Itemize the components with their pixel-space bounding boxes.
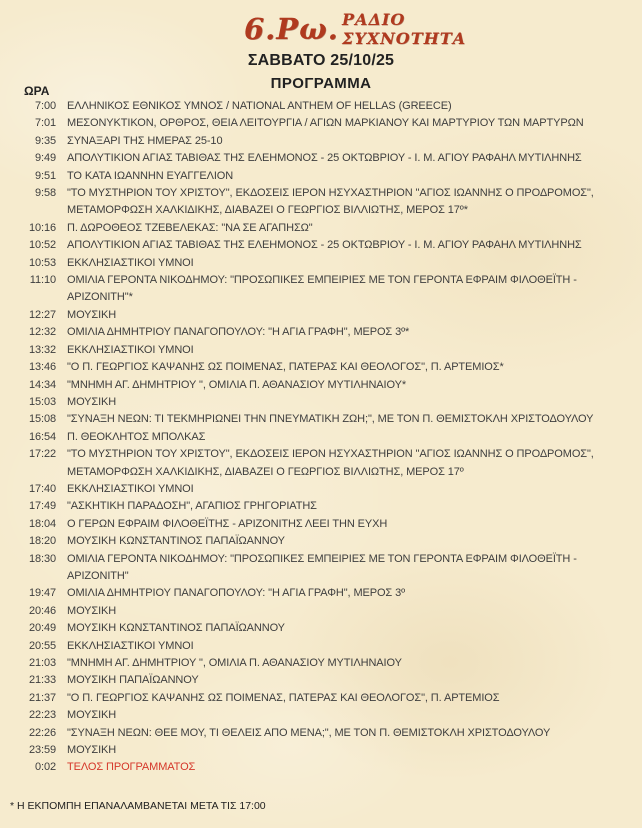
schedule-time: 18:04	[28, 517, 56, 530]
schedule-time: 11:10	[29, 274, 56, 287]
schedule-row	[10, 115, 636, 132]
schedule-entry-title: Π. ΔΩΡΟΘΕΟΣ ΤΖΕΒΕΛΕΚΑΣ: "ΝΑ ΣΕ ΑΓΑΠΗΣΩ"	[67, 221, 313, 234]
schedule-row	[10, 359, 636, 376]
schedule-entry-title: "ΣΥΝΑΞΗ ΝΕΩΝ: ΘΕΕ ΜΟΥ, ΤΙ ΘΕΛΕΙΣ ΑΠΟ ΜΕΝΑ;", ΜΕ ΤΟΝ Π. ΘΕΜΙΣΤΟΚΛΗ ΧΡΙΣΤΟΔΟΥΛΟΥ	[67, 726, 551, 739]
schedule-time: 12:32	[28, 326, 56, 339]
schedule-row	[10, 307, 636, 324]
schedule-entry-title: "ΜΝΗΜΗ ΑΓ. ΔΗΜΗΤΡΙΟΥ ", ΟΜΙΛΙΑ Π. ΑΘΑΝΑΣΙΟΥ ΜΥΤΙΛΗΝΑΙΟΥ	[67, 657, 402, 669]
schedule-time: 9:49	[34, 152, 56, 165]
schedule-time: 15:03	[28, 395, 56, 408]
schedule-row	[10, 498, 636, 515]
schedule-row	[10, 220, 636, 237]
schedule-entry-title: ΕΛΛΗΝΙΚΟΣ ΕΘΝΙΚΟΣ ΥΜΝΟΣ / NATIONAL ANTHEM OF HELLAS (GREECE)	[67, 100, 452, 112]
schedule-entry-title: "Ο Π. ΓΕΩΡΓΙΟΣ ΚΑΨΑΝΗΣ ΩΣ ΠΟΙΜΕΝΑΣ, ΠΑΤΕΡΑΣ ΚΑΙ ΘΕΟΛΟΓΟΣ", Π. ΑΡΤΕΜΙΟΣ	[67, 691, 500, 704]
schedule-time: 13:32	[28, 343, 56, 356]
schedule-entry-title: ΜΟΥΣΙΚΗ	[67, 744, 117, 757]
schedule-row	[10, 585, 636, 602]
schedule-row	[10, 429, 636, 446]
schedule-list	[10, 98, 636, 777]
schedule-time: 10:53	[28, 256, 56, 269]
schedule-row	[10, 742, 636, 759]
schedule-entry-title: ΑΠΟΛΥΤΙΚΙΟΝ ΑΓΙΑΣ ΤΑΒΙΘΑΣ ΤΗΣ ΕΛΕΗΜΟΝΟΣ - 25 ΟΚΤΩΒΡΙΟΥ - Ι. Μ. ΑΓΙΟΥ ΡΑΦΑΗΛ ΜΥΤΙΛΗΝΗΣ	[67, 152, 582, 165]
schedule-time: 15:08	[28, 413, 56, 426]
schedule-time: 14:34	[28, 378, 56, 391]
schedule-entry-title: "ΣΥΝΑΞΗ ΝΕΩΝ: ΤΙ ΤΕΚΜΗΡΙΩΝΕΙ ΤΗΝ ΠΝΕΥΜΑΤΙΚΗ ΖΩΗ;", ΜΕ ΤΟΝ Π. ΘΕΜΙΣΤΟΚΛΗ ΧΡΙΣΤΟΔΟΥΛΟΥ	[67, 413, 594, 426]
schedule-entry-title: Π. ΘΕΟΚΛΗΤΟΣ ΜΠΟΛΚΑΣ	[67, 430, 206, 443]
schedule-time: 9:35	[34, 134, 56, 147]
time-column-header: ΩΡΑ	[24, 84, 50, 98]
schedule-row	[10, 655, 636, 672]
schedule-row	[10, 272, 636, 307]
station-name	[342, 10, 466, 48]
schedule-time: 23:59	[28, 744, 56, 757]
schedule-entry-title: ΤΟ ΚΑΤΑ ΙΩΑΝΝΗΝ ΕΥΑΓΓΕΛΙΟΝ	[67, 169, 234, 182]
schedule-entry-title: ΜΟΥΣΙΚΗ	[67, 308, 117, 321]
schedule-time: 21:03	[28, 657, 56, 669]
schedule-entry-title: Ο ΓΕΡΩΝ ΕΦΡΑΙΜ ΦΙΛΟΘΕΪΤΗΣ - ΑΡΙΖΟΝΙΤΗΣ ΛΕΕΙ ΤΗΝ ΕΥΧΗ	[67, 517, 388, 530]
schedule-date: ΣΑΒΒΑΤΟ 25/10/25	[247, 52, 395, 69]
schedule-entry-title: ΜΟΥΣΙΚΗ ΠΑΠΑΪΩΑΝΝΟΥ	[67, 674, 199, 687]
schedule-time: 9:58	[34, 187, 56, 200]
schedule-row	[10, 620, 636, 637]
schedule-entry-title: ΟΜΙΛΙΑ ΓΕΡΟΝΤΑ ΝΙΚΟΔΗΜΟΥ: "ΠΡΟΣΩΠΙΚΕΣ ΕΜΠΕΙΡΙΕΣ ΜΕ ΤΟΝ ΓΕΡΟΝΤΑ ΕΦΡΑΙΜ ΦΙΛΟΘΕΪΤΗ - ΑΡΙΖΟΝΙΤΗ"	[67, 552, 577, 582]
schedule-row	[10, 533, 636, 550]
schedule-entry-title: "ΜΝΗΜΗ ΑΓ. ΔΗΜΗΤΡΙΟΥ ", ΟΜΙΛΙΑ Π. ΑΘΑΝΑΣΙΟΥ ΜΥΤΙΛΗΝΑΙΟΥ*	[67, 378, 406, 391]
schedule-entry-title: ΜΟΥΣΙΚΗ ΚΩΝΣΤΑΝΤΙΝΟΣ ΠΑΠΑΪΩΑΝΝΟΥ	[67, 535, 285, 548]
schedule-time: 10:16	[28, 221, 56, 234]
schedule-entry-title: ΕΚΚΛΗΣΙΑΣΤΙΚΟΙ ΥΜΝΟΙ	[67, 639, 194, 652]
schedule-time: 22:23	[28, 709, 56, 722]
schedule-time: 12:27	[28, 308, 56, 321]
schedule-entry-title: ΜΟΥΣΙΚΗ	[67, 709, 117, 722]
schedule-entry-title: ΟΜΙΛΙΑ ΔΗΜΗΤΡΙΟΥ ΠΑΝΑΓΟΠΟΥΛΟΥ: "Η ΑΓΙΑ ΓΡΑΦΗ", ΜΕΡΟΣ 3º*	[67, 326, 410, 339]
schedule-entry-title: "Ο Π. ΓΕΩΡΓΙΟΣ ΚΑΨΑΝΗΣ ΩΣ ΠΟΙΜΕΝΑΣ, ΠΑΤΕΡΑΣ ΚΑΙ ΘΕΟΛΟΓΟΣ", Π. ΑΡΤΕΜΙΟΣ*	[67, 361, 504, 374]
schedule-entry-title: ΜΟΥΣΙΚΗ	[67, 604, 117, 617]
schedule-time: 16:54	[28, 430, 56, 443]
schedule-row	[10, 759, 636, 776]
page-title: ΠΡΟΓΡΑΜΜΑ	[270, 75, 372, 92]
schedule-row	[10, 690, 636, 707]
schedule-entry-title: ΣΥΝΑΞΑΡΙ ΤΗΣ ΗΜΕΡΑΣ 25-10	[67, 134, 223, 147]
schedule-entry-title: ΟΜΙΛΙΑ ΓΕΡΟΝΤΑ ΝΙΚΟΔΗΜΟΥ: "ΠΡΟΣΩΠΙΚΕΣ ΕΜΠΕΙΡΙΕΣ ΜΕ ΤΟΝ ΓΕΡΟΝΤΑ ΕΦΡΑΙΜ ΦΙΛΟΘΕΪΤΗ - ΑΡΙΖΟΝΙΤΗ"*	[67, 274, 577, 304]
schedule-entry-title: ΜΟΥΣΙΚΗ	[67, 395, 117, 408]
schedule-row	[10, 324, 636, 341]
schedule-entry-title: ΟΜΙΛΙΑ ΔΗΜΗΤΡΙΟΥ ΠΑΝΑΓΟΠΟΥΛΟΥ: "Η ΑΓΙΑ ΓΡΑΦΗ", ΜΕΡΟΣ 3º	[67, 587, 406, 600]
station-name-line2: ΣΥΧΝΟΤΗΤΑ	[342, 29, 467, 48]
schedule-time: 7:00	[34, 100, 56, 112]
schedule-row	[10, 342, 636, 359]
schedule-row	[10, 185, 636, 220]
schedule-row	[10, 237, 636, 254]
schedule-entry-title: ΜΟΥΣΙΚΗ ΚΩΝΣΤΑΝΤΙΝΟΣ ΠΑΠΑΪΩΑΝΝΟΥ	[67, 622, 285, 635]
schedule-entry-title: ΕΚΚΛΗΣΙΑΣΤΙΚΟΙ ΥΜΝΟΙ	[67, 343, 194, 356]
station-logo: 6.Ρω.	[244, 12, 339, 46]
schedule-row	[10, 168, 636, 185]
schedule-row	[10, 603, 636, 620]
schedule-time: 22:26	[28, 726, 56, 739]
schedule-time: 9:51	[34, 169, 56, 182]
schedule-time: 13:46	[28, 361, 56, 374]
schedule-row	[10, 377, 636, 394]
schedule-time: 21:37	[28, 691, 56, 704]
schedule-row	[10, 133, 636, 150]
schedule-entry-title: ΑΠΟΛΥΤΙΚΙΟΝ ΑΓΙΑΣ ΤΑΒΙΘΑΣ ΤΗΣ ΕΛΕΗΜΟΝΟΣ - 25 ΟΚΤΩΒΡΙΟΥ - Ι. Μ. ΑΓΙΟΥ ΡΑΦΑΗΛ ΜΥΤΙΛΗΝΗΣ	[67, 239, 582, 252]
schedule-time: 20:55	[28, 639, 56, 652]
schedule-row	[10, 446, 636, 481]
schedule-row	[10, 150, 636, 167]
schedule-time: 20:49	[28, 622, 56, 635]
schedule-row	[10, 672, 636, 689]
schedule-row	[10, 516, 636, 533]
schedule-time: 20:46	[28, 604, 56, 617]
schedule-row	[10, 638, 636, 655]
schedule-row	[10, 725, 636, 742]
schedule-time: 18:30	[28, 552, 56, 565]
schedule-time: 18:20	[28, 535, 56, 548]
schedule-row	[10, 411, 636, 428]
schedule-time: 19:47	[28, 587, 56, 600]
schedule-time: 17:40	[28, 482, 56, 495]
station-name-line1: ΡΑΔΙΟ	[342, 10, 406, 29]
schedule-entry-title: "ΑΣΚΗΤΙΚΗ ΠΑΡΑΔΟΣΗ", ΑΓΑΠΙΟΣ ΓΡΗΓΟΡΙΑΤΗΣ	[67, 500, 317, 513]
schedule-entry-title: ΕΚΚΛΗΣΙΑΣΤΙΚΟΙ ΥΜΝΟΙ	[67, 256, 194, 269]
schedule-row	[10, 98, 636, 115]
schedule-row	[10, 255, 636, 272]
schedule-time: 7:01	[34, 117, 56, 130]
schedule-time: 21:33	[28, 674, 56, 687]
schedule-row	[10, 394, 636, 411]
repeat-note: * Η ΕΚΠΟΜΠΗ ΕΠΑΝΑΛΑΜΒΑΝΕΤΑΙ ΜΕΤΑ ΤΙΣ 17:00	[10, 800, 266, 812]
schedule-row	[10, 707, 636, 724]
schedule-time: 17:22	[28, 448, 56, 461]
schedule-row	[10, 481, 636, 498]
schedule-time: 0:02	[34, 761, 56, 774]
schedule-entry-title: ΤΕΛΟΣ ΠΡΟΓΡΑΜΜΑΤΟΣ	[67, 761, 196, 774]
schedule-entry-title: "ΤΟ ΜΥΣΤΗΡΙΟΝ ΤΟΥ ΧΡΙΣΤΟΥ", ΕΚΔΟΣΕΙΣ ΙΕΡΟΝ ΗΣΥΧΑΣΤΗΡΙΟΝ "ΑΓΙΟΣ ΙΩΑΝΝΗΣ Ο ΠΡΟΔΡΟΜΟΣ", ΜΕΤΑΜΟΡΦΩΣΗ ΧΑΛΚΙΔΙΚΗΣ, ΔΙΑΒΑΖΕΙ Ο ΓΕΩΡΓΙΟΣ ΒΙΛΛΙΩΤΗΣ, ΜΕΡΟΣ 17º*	[67, 187, 594, 217]
schedule-entry-title: "ΤΟ ΜΥΣΤΗΡΙΟΝ ΤΟΥ ΧΡΙΣΤΟΥ", ΕΚΔΟΣΕΙΣ ΙΕΡΟΝ ΗΣΥΧΑΣΤΗΡΙΟΝ "ΑΓΙΟΣ ΙΩΑΝΝΗΣ Ο ΠΡΟΔΡΟΜΟΣ", ΜΕΤΑΜΟΡΦΩΣΗ ΧΑΛΚΙΔΙΚΗΣ, ΔΙΑΒΑΖΕΙ Ο ΓΕΩΡΓΙΟΣ ΒΙΛΛΙΩΤΗΣ, ΜΕΡΟΣ 17º	[67, 448, 594, 478]
schedule-entry-title: ΕΚΚΛΗΣΙΑΣΤΙΚΟΙ ΥΜΝΟΙ	[67, 482, 194, 495]
schedule-time: 10:52	[28, 239, 56, 252]
schedule-row	[10, 551, 636, 586]
schedule-time: 17:49	[28, 500, 56, 513]
schedule-entry-title: ΜΕΣΟΝΥΚΤΙΚΟΝ, ΟΡΘΡΟΣ, ΘΕΙΑ ΛΕΙΤΟΥΡΓΙΑ / ΑΓΙΩΝ ΜΑΡΚΙΑΝΟΥ ΚΑΙ ΜΑΡΤΥΡΙΟΥ ΤΩΝ ΜΑΡΤΥΡΩΝ	[67, 117, 584, 130]
